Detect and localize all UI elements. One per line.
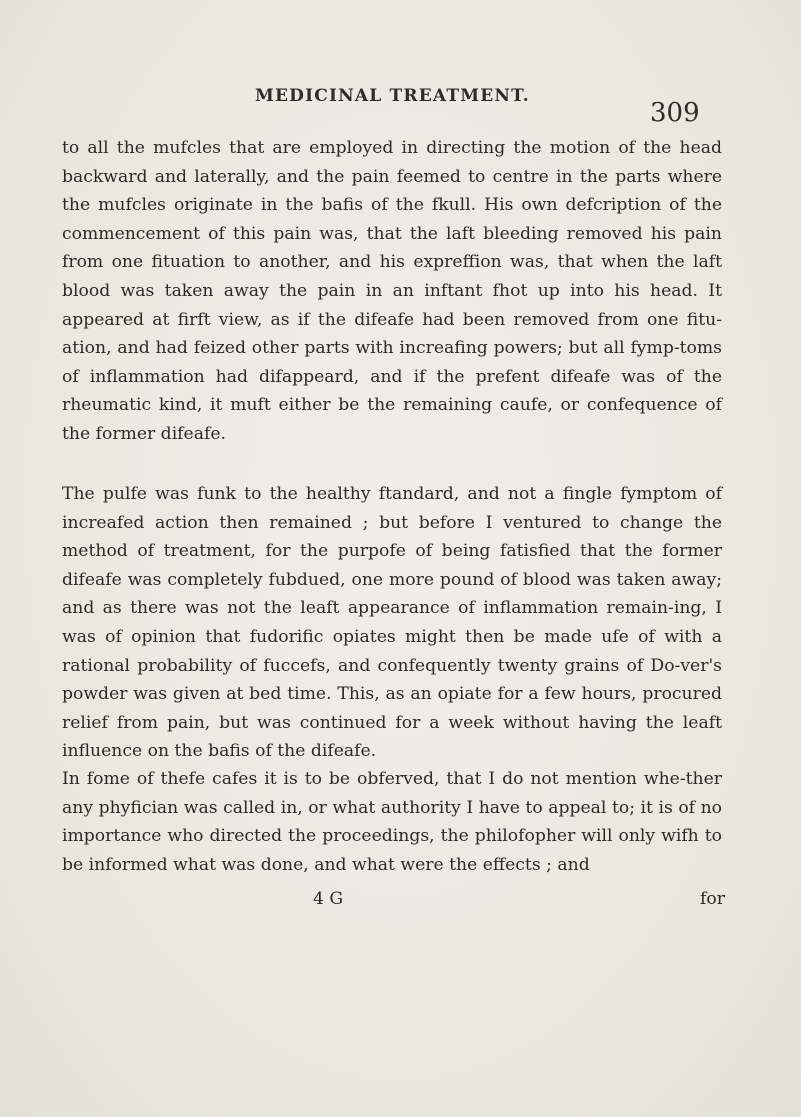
page-footer	[62, 889, 725, 917]
catchword: for	[700, 889, 725, 909]
page-number: 309	[650, 98, 700, 128]
paragraph-3: In fome of thefe cafes it is to be obferved, that I do not mention whe-ther any phyfician was called in, or what authority I have to appeal to; it is of no importance who directed the proceedings, the philofopher will only wifh to be informed what was done, and what were the effects ; and	[62, 769, 722, 875]
signature-mark: 4 G	[313, 889, 344, 909]
paragraph-2: The pulfe was funk to the healthy ftandard, and not a fingle fymptom of increafed action then remained ; but before I ventured to change the method of treatment, for the purpofe of being fatisfied that the former difeafe was completely fubdued, one more pound of blood was taken away; and as there was not the leaft appearance of inflammation remain-ing, I was of opinion that fudorific opiates might then be made ufe of with a rational probability of fuccefs, and confequently twenty grains of Do-ver's powder was given at bed time. This, as an opiate for a few hours, procured relief from pain, but was continued for a week without having the leaft influence on the bafis of the difeafe.	[62, 484, 722, 762]
running-title: MEDICINAL TREATMENT.	[255, 86, 530, 106]
paragraph-1: to all the mufcles that are employed in directing the motion of the head backward and laterally, and the pain feemed to centre in the parts where the mufcles originate in the bafis of the fkull. His own defcription of the commencement of this pain was, that the laft bleeding removed his pain from one fituation to another, and his expreffion was, that when the laft blood was taken away the pain in an inftant fhot up into his head. It appeared at firft view, as if the difeafe had been removed from one fitu-ation, and had feized other parts with increafing powers; but all fymp-toms of inflammation had difappeard, and if the prefent difeafe was of the rheumatic kind, it muft either be the remaining caufe, or confequence of the former difeafe.	[62, 138, 722, 444]
